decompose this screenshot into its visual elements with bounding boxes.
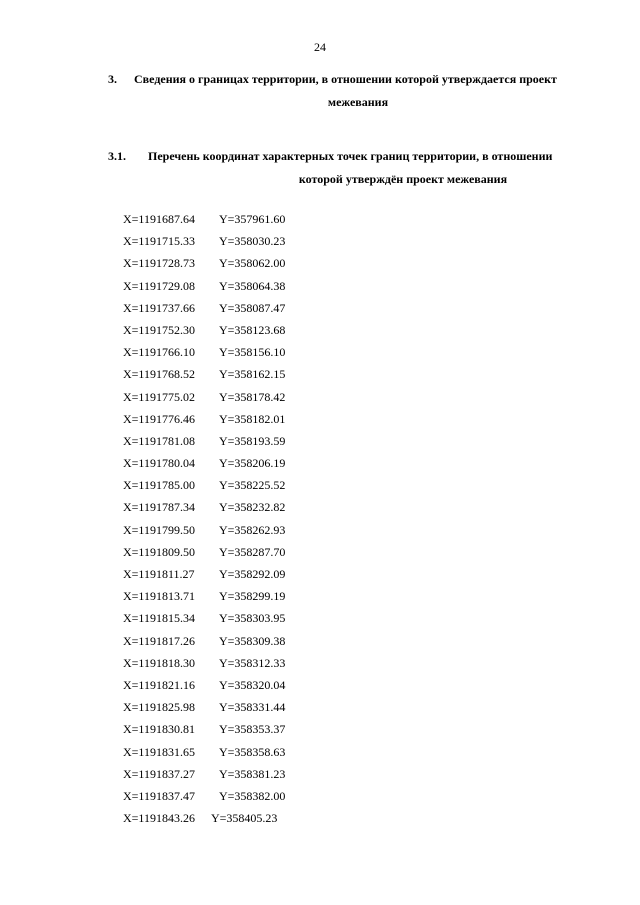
coordinate-row xyxy=(123,252,285,274)
coordinate-list xyxy=(123,208,285,829)
coordinate-x: X=1191728.73 xyxy=(123,256,195,271)
coordinate-y: Y=358331.44 xyxy=(219,700,286,715)
coordinate-x: X=1191687.64 xyxy=(123,212,195,226)
coordinate-row xyxy=(123,208,285,230)
coordinate-y: Y=358405.23 xyxy=(211,811,278,826)
coordinate-y: Y=358292.09 xyxy=(219,567,286,581)
coordinate-x: X=1191821.16 xyxy=(123,677,195,692)
coordinate-y: Y=358193.59 xyxy=(219,433,286,448)
coordinate-row xyxy=(123,674,285,696)
coordinate-x: X=1191776.46 xyxy=(123,411,195,426)
coordinate-y: Y=358353.37 xyxy=(219,722,286,737)
coordinate-x: X=1191837.27 xyxy=(123,766,195,781)
coordinate-row xyxy=(123,230,285,252)
section-number: 3. xyxy=(108,72,117,86)
coordinate-x: X=1191830.81 xyxy=(123,722,195,737)
coordinate-row xyxy=(123,696,285,718)
coordinate-y: Y=358312.33 xyxy=(219,655,286,670)
coordinate-row xyxy=(123,718,285,740)
coordinate-y: Y=358287.70 xyxy=(219,544,286,559)
coordinate-row xyxy=(123,341,285,363)
coordinate-x: X=1191843.26 xyxy=(123,811,195,826)
coordinate-x: X=1191787.34 xyxy=(123,500,195,515)
coordinate-y: Y=358232.82 xyxy=(219,500,286,515)
coordinate-x: X=1191809.50 xyxy=(123,544,195,559)
coordinate-y: Y=358123.68 xyxy=(219,322,286,337)
coordinate-x: X=1191752.30 xyxy=(123,322,195,337)
coordinate-y: Y=358062.00 xyxy=(219,256,286,271)
coordinate-y: Y=358309.38 xyxy=(219,633,286,648)
coordinate-row xyxy=(123,585,285,607)
section-heading xyxy=(108,68,598,114)
coordinate-y: Y=358382.00 xyxy=(219,788,286,803)
coordinate-row xyxy=(123,474,285,496)
coordinate-x: X=1191766.10 xyxy=(123,345,195,360)
coordinate-y: Y=358299.19 xyxy=(219,589,286,604)
subsection-heading xyxy=(108,145,598,191)
coordinate-row xyxy=(123,430,285,452)
coordinate-x: X=1191817.26 xyxy=(123,633,195,648)
coordinate-row xyxy=(123,452,285,474)
coordinate-row xyxy=(123,630,285,652)
coordinate-x: X=1191818.30 xyxy=(123,655,195,670)
coordinate-row xyxy=(123,386,285,408)
section-title-continued: межевания xyxy=(327,95,389,109)
coordinate-row xyxy=(123,652,285,674)
coordinate-x: X=1191785.00 xyxy=(123,478,195,493)
page-number: 24 xyxy=(314,40,326,54)
coordinate-row xyxy=(123,563,285,585)
section-title: Сведения о границах территории, в отношении которой утверждается проект xyxy=(134,72,557,86)
coordinate-y: Y=358262.93 xyxy=(219,522,286,537)
coordinate-row xyxy=(123,363,285,385)
coordinate-x: X=1191811.27 xyxy=(123,567,195,581)
coordinate-row xyxy=(123,297,285,319)
coordinate-row xyxy=(123,519,285,541)
coordinate-row xyxy=(123,785,285,807)
coordinate-row xyxy=(123,496,285,518)
coordinate-y: Y=358320.04 xyxy=(219,677,286,692)
coordinate-y: Y=358030.23 xyxy=(219,234,286,249)
coordinate-y: Y=358381.23 xyxy=(219,766,286,781)
coordinate-y: Y=358162.15 xyxy=(219,367,286,382)
coordinate-row xyxy=(123,763,285,785)
coordinate-y: Y=358303.95 xyxy=(219,611,286,626)
coordinate-row xyxy=(123,607,285,629)
coordinate-row xyxy=(123,275,285,297)
section-heading-line1 xyxy=(108,68,598,91)
coordinate-y: Y=357961.60 xyxy=(219,212,286,226)
coordinate-x: X=1191831.65 xyxy=(123,744,195,759)
coordinate-x: X=1191825.98 xyxy=(123,700,195,715)
coordinate-row xyxy=(123,741,285,763)
coordinate-y: Y=358156.10 xyxy=(219,345,286,360)
coordinate-x: X=1191768.52 xyxy=(123,367,195,382)
coordinate-y: Y=358358.63 xyxy=(219,744,286,759)
coordinate-x: X=1191737.66 xyxy=(123,300,195,315)
coordinate-x: X=1191815.34 xyxy=(123,611,195,626)
coordinate-x: X=1191781.08 xyxy=(123,433,195,448)
coordinate-x: X=1191715.33 xyxy=(123,234,195,249)
coordinate-row xyxy=(123,807,285,829)
coordinate-x: X=1191729.08 xyxy=(123,278,195,293)
subsection-heading-line1 xyxy=(108,145,598,168)
coordinate-y: Y=358064.38 xyxy=(219,278,286,293)
coordinate-row xyxy=(123,408,285,430)
coordinate-row xyxy=(123,541,285,563)
coordinate-y: Y=358182.01 xyxy=(219,411,286,426)
coordinate-x: X=1191775.02 xyxy=(123,389,195,404)
coordinate-y: Y=358178.42 xyxy=(219,389,286,404)
coordinate-y: Y=358087.47 xyxy=(219,300,286,315)
coordinate-x: X=1191780.04 xyxy=(123,456,195,471)
coordinate-x: X=1191813.71 xyxy=(123,589,195,604)
subsection-title: Перечень координат характерных точек границ территории, в отношении xyxy=(148,149,553,163)
subsection-number: 3.1. xyxy=(108,149,126,163)
subsection-title-continued: которой утверждён проект межевания xyxy=(298,172,508,186)
coordinate-y: Y=358206.19 xyxy=(219,456,286,471)
coordinate-x: X=1191799.50 xyxy=(123,522,195,537)
coordinate-row xyxy=(123,319,285,341)
coordinate-y: Y=358225.52 xyxy=(219,478,286,493)
coordinate-x: X=1191837.47 xyxy=(123,788,195,803)
